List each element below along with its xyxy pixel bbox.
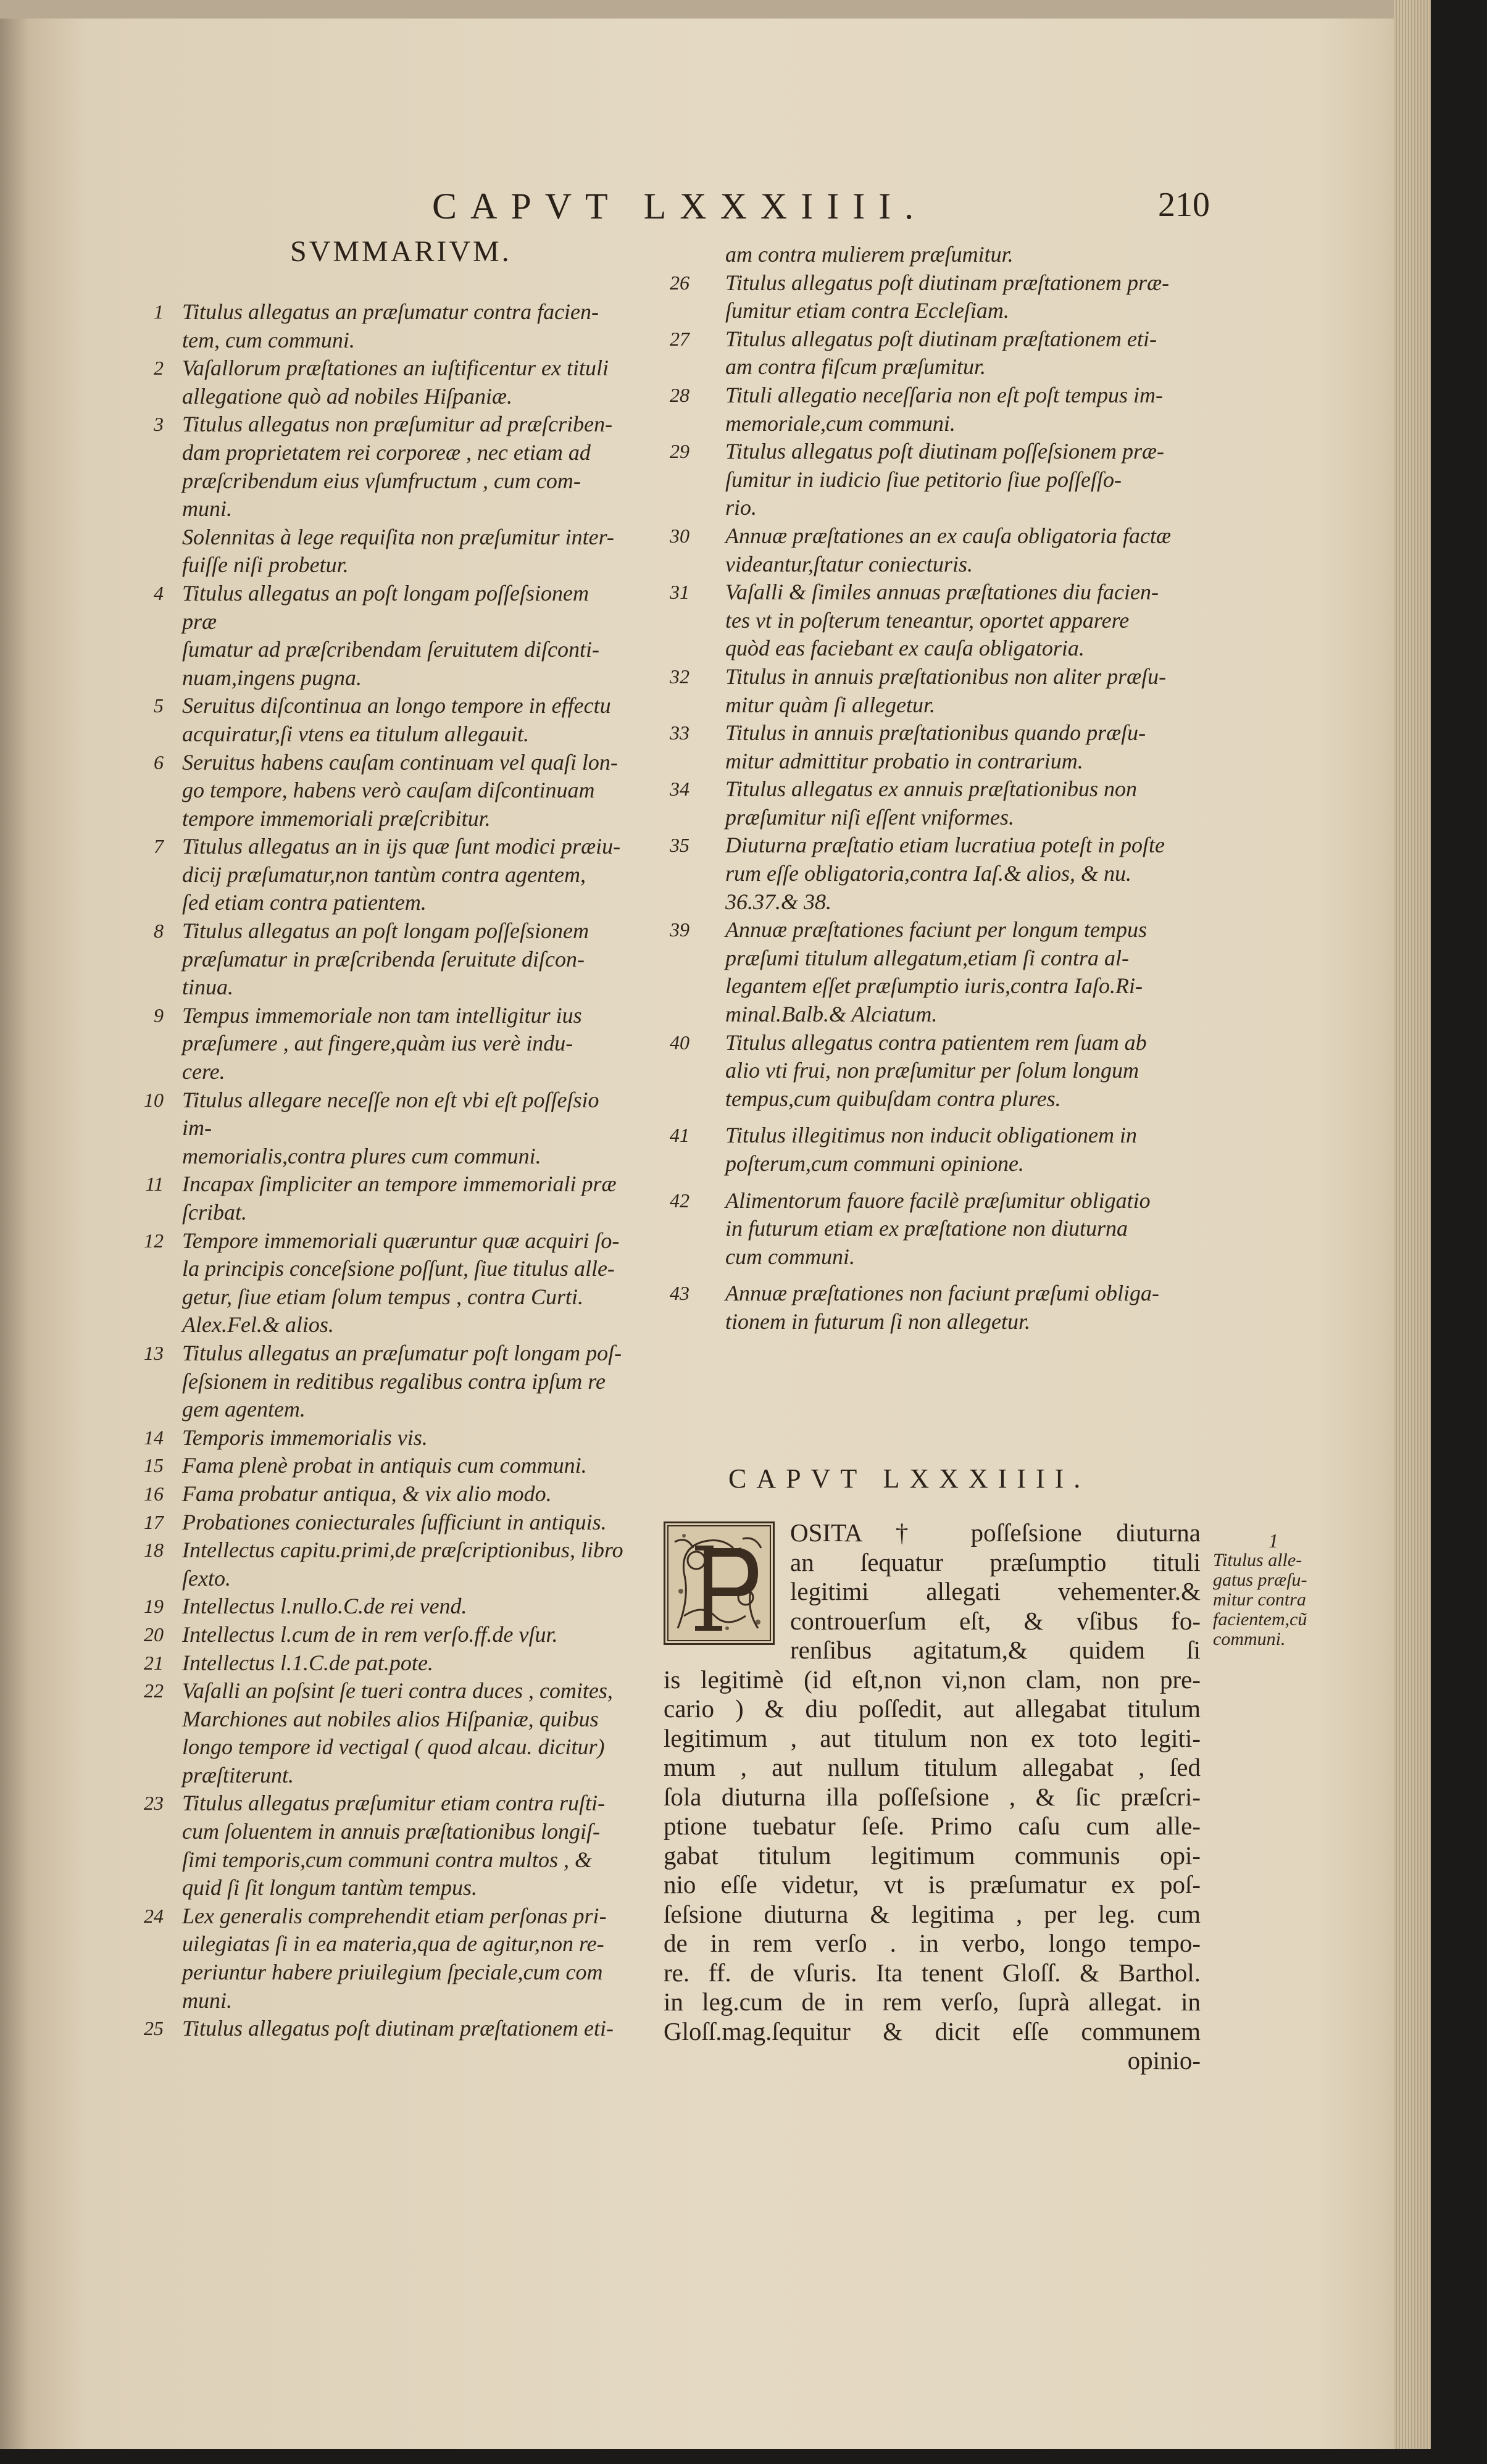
summary-item-line: legantem eſſet præſumptio iuris,contra Iaſo.Ri- <box>725 973 1143 999</box>
body-line: controuerſum eſt, & vſibus fo- <box>790 1606 1201 1635</box>
body-line: cario ) & diu poſſedit, aut allegabat titulum <box>664 1694 1201 1723</box>
summary-item <box>667 325 1222 381</box>
summary-item <box>667 1029 1222 1113</box>
summary-item-number: 43 <box>670 1282 689 1305</box>
body-line: ſeſsione diuturna & legitima , per leg. cum <box>664 1899 1201 1928</box>
summary-item <box>120 1086 627 1171</box>
summary-item <box>120 1227 627 1339</box>
summary-item-line: Seruitus diſcontinua an longo tempore in effectu <box>182 693 611 718</box>
summary-item-line: cum ſoluentem in annuis præſtationibus longiſ- <box>182 1819 600 1844</box>
summary-item-number: 29 <box>670 440 689 463</box>
summary-item-line: Titulus allegatus poſt diutinam præſtationem eti- <box>182 2016 614 2041</box>
summary-item-line: Titulus allegare neceſſe non eſt vbi eſt poſſeſsio im- <box>182 1087 599 1141</box>
summary-item <box>120 1002 627 1086</box>
summary-item-line: cere. <box>182 1059 225 1084</box>
summary-item <box>667 775 1222 831</box>
summary-item-number: 35 <box>670 834 689 857</box>
summary-item <box>120 410 627 523</box>
summary-item-line: præſcribendum eius vſumfructum , cum com- <box>182 468 581 493</box>
summary-item-line: ſexto. <box>182 1565 231 1591</box>
margin-note-number: 1 <box>1268 1530 1278 1552</box>
running-head <box>432 185 1210 241</box>
summary-item <box>120 1536 627 1592</box>
summary-item-line: Annuæ præſtationes non faciunt præſumi obliga- <box>725 1281 1160 1306</box>
summary-item-line: Temporis immemorialis vis. <box>182 1425 428 1450</box>
summary-item-line: Titulus allegatus præſumitur etiam contra ruſti- <box>182 1791 606 1816</box>
body-line: legitimi allegati vehementer.& <box>790 1577 1201 1605</box>
body-line: legitimum , aut titulum non ex toto legiti- <box>664 1723 1201 1752</box>
summary-item-line: periuntur habere priuilegium ſpeciale,cum com <box>182 1960 603 1985</box>
summary-item <box>667 578 1222 663</box>
summary-item-number: 39 <box>670 918 689 941</box>
summary-item-line: Titulus allegatus an præſumatur contra facien- <box>182 299 599 324</box>
summary-item <box>667 1122 1222 1178</box>
summary-item-line: Fama probatur antiqua, & vix alio modo. <box>182 1481 552 1506</box>
summary-item-number: 13 <box>144 1341 164 1364</box>
summary-item-line: Titulus allegatus an poſt longam poſſeſsionem præ <box>182 580 589 634</box>
summary-item-number: 28 <box>670 383 689 406</box>
summary-item-number: 24 <box>144 1904 164 1927</box>
summary-item-line: Titulus allegatus an præſumatur poſt longam poſ- <box>182 1340 622 1365</box>
body-line: is legitimè (id eſt,non vi,non clam, non pre- <box>664 1665 1201 1694</box>
summary-item-line: quòd eas faciebant ex cauſa obligatoria. <box>725 636 1085 661</box>
summary-item-number: 32 <box>670 665 689 688</box>
summary-item-line: ſumitur in iudicio ſiue petitorio ſiue poſſeſſo- <box>725 467 1122 492</box>
summary-item-line: la principis conceſsione poſſunt, ſiue titulus alle- <box>182 1256 615 1281</box>
summary-item-number: 8 <box>154 920 164 943</box>
summary-item-line: videantur,ſtatur coniecturis. <box>725 551 973 576</box>
summary-item-number: 20 <box>144 1623 164 1646</box>
summary-item-line: præſumi titulum allegatum,etiam ſi contra al- <box>725 945 1129 970</box>
summary-item-line: Titulus in annuis præſtationibus non aliter præſu- <box>725 664 1167 689</box>
summary-item-line: cum communi. <box>725 1244 855 1269</box>
summary-item-line: Titulus allegatus poſt diutinam præſtationem eti- <box>725 326 1157 351</box>
summary-item-line: Fama plenè probat in antiquis cum communi. <box>182 1453 587 1478</box>
summary-item-line: fuiſſe niſi probetur. <box>182 552 349 578</box>
summary-item <box>667 916 1222 1028</box>
summary-item-line: muni. <box>182 496 232 522</box>
summary-item-line: tem, cum communi. <box>182 327 355 352</box>
summary-item-line: dam proprietatem rei corporeæ , nec etiam ad <box>182 439 591 465</box>
summary-item-line: præſtiterunt. <box>182 1762 294 1788</box>
summary-item <box>120 1649 627 1678</box>
margin-note-line: Titulus alle- <box>1213 1550 1302 1570</box>
summary-item-number: 3 <box>154 413 164 436</box>
summary-item-line: ſed etiam contra patientem. <box>182 890 427 915</box>
summary-item-line: Titulus allegatus an poſt longam poſſeſsionem <box>182 918 589 944</box>
summary-item-line: præſumatur in præſcribenda ſeruitute diſcon- <box>182 946 585 972</box>
summary-item-line: tes vt in poſterum teneantur, oportet apparere <box>725 607 1130 633</box>
page-fore-edge <box>1394 0 1431 2449</box>
summary-item-line: rio. <box>725 495 757 520</box>
page-number: 210 <box>1158 186 1210 224</box>
summary-item-number: 10 <box>144 1088 164 1111</box>
summary-item <box>120 354 627 410</box>
summary-item-line: Marchiones aut nobiles alios Hiſpaniæ, quibus <box>182 1706 599 1731</box>
body-line: ſola diuturna illa poſſeſsione , & ſic præſcri- <box>664 1782 1201 1811</box>
summary-item <box>120 1480 627 1509</box>
summary-item-line: Annuæ præſtationes an ex cauſa obligatoria factæ <box>725 523 1171 548</box>
summary-item-line: muni. <box>182 1987 232 2013</box>
summary-item <box>120 1424 627 1452</box>
summary-item-line: dicij præſumatur,non tantùm contra agentem, <box>182 862 586 887</box>
body-line: renſibus agitatum,& quidem ſi <box>790 1636 1201 1664</box>
summary-item-line: quid ſi ſit longum tantùm tempus. <box>182 1875 478 1900</box>
summary-item-line: Vaſalli an poſsint ſe tueri contra duces , comites, <box>182 1678 613 1704</box>
summary-item-line: Titulus allegatus poſt diutinam poſſeſsionem præ- <box>725 439 1165 464</box>
decorated-initial-p <box>664 1521 775 1645</box>
summary-item <box>667 381 1222 438</box>
summary-item <box>120 1902 627 2015</box>
summary-item-line: Tituli allegatio neceſſaria non eſt poſt tempus im- <box>725 382 1163 407</box>
body-line: opinio- <box>1127 2046 1201 2075</box>
margin-note-line: facientem,cũ <box>1213 1609 1307 1629</box>
summary-item-line: Titulus illegitimus non inducit obligationem in <box>725 1123 1138 1148</box>
summary-item-line: in futurum etiam ex præſtatione non diuturna <box>725 1216 1128 1241</box>
body-line: de in rem verſo . in verbo, longo tempo- <box>664 1929 1201 1957</box>
summary-item-line: ſcribat. <box>182 1200 247 1225</box>
margin-note-line: communi. <box>1213 1629 1286 1649</box>
margin-note-line: gatus præſu- <box>1213 1570 1307 1590</box>
summary-item-line: Titulus allegatus non præſumitur ad præſcriben- <box>182 412 613 437</box>
summary-item-line: ſumitur etiam contra Eccleſiam. <box>725 298 1009 323</box>
summary-item-line: tempus,cum quibuſdam contra plures. <box>725 1086 1061 1111</box>
body-line: OSITA † poſſeſsione diuturna <box>790 1518 1201 1547</box>
summary-item-line: tempore immemoriali præſcribitur. <box>182 805 491 831</box>
summary-item-line: memoriale,cum communi. <box>725 410 956 436</box>
running-head-title: CAPVT LXXXIIII. <box>432 186 928 227</box>
summary-item-number: 19 <box>144 1595 164 1618</box>
summary-item <box>667 1187 1222 1272</box>
summary-item-line: Annuæ præſtationes faciunt per longum tempus <box>725 917 1147 943</box>
summary-item-line: acquiratur,ſi vtens ea titulum allegauit. <box>182 721 529 746</box>
summary-item <box>667 522 1222 578</box>
summary-item <box>120 1509 627 1537</box>
summary-item-line: poſterum,cum communi opinione. <box>725 1151 1024 1176</box>
summary-item-line: tinua. <box>182 975 234 1000</box>
summary-item-line: Alimentorum fauore facilè præſumitur obligatio <box>725 1188 1151 1213</box>
summary-item-line: Alex.Fel.& alios. <box>182 1312 334 1338</box>
summary-item-line: 36.37.& 38. <box>725 889 832 914</box>
summary-item-number: 18 <box>144 1539 164 1562</box>
summary-item <box>120 1452 627 1480</box>
summary-item-number: 9 <box>154 1004 164 1026</box>
summary-item-number: 31 <box>670 581 689 604</box>
summary-item-number: 14 <box>144 1426 164 1449</box>
body-line: an ſequatur præſumptio tituli <box>790 1547 1201 1576</box>
summary-item <box>667 663 1222 719</box>
summary-item-number: 26 <box>670 271 689 294</box>
summary-item <box>667 1280 1222 1336</box>
summary-item-number: 12 <box>144 1229 164 1252</box>
summary-item-line: Vaſallorum præſtationes an iuſtificentur ex tituli <box>182 356 609 381</box>
summary-item-line: Titulus allegatus ex annuis præſtationibus non <box>725 776 1138 802</box>
page-top-edge <box>0 0 1431 19</box>
summary-item-line: nuam,ingens pugna. <box>182 665 362 690</box>
summary-item-number: 17 <box>144 1510 164 1533</box>
summary-item <box>120 298 627 354</box>
summary-item-number: 42 <box>670 1189 689 1212</box>
summary-item-number: 30 <box>670 524 689 547</box>
summary-item-number: 6 <box>154 751 164 773</box>
summary-item-line: Probationes coniecturales ſufficiunt in antiquis. <box>182 1509 607 1534</box>
summary-item-number: 1 <box>154 301 164 323</box>
summary-item-line: memorialis,contra plures cum communi. <box>182 1143 541 1168</box>
summary-item-number: 7 <box>154 835 164 858</box>
summary-item <box>120 2015 627 2043</box>
summary-item-line: allegatione quò ad nobiles Hiſpaniæ. <box>182 383 512 409</box>
summary-item-line: Titulus allegatus poſt diutinam præſtationem præ- <box>725 270 1170 295</box>
summary-item-line: Incapax ſimpliciter an tempore immemoriali præ <box>182 1172 617 1197</box>
summary-item-number: 33 <box>670 722 689 744</box>
summary-item-line: Titulus in annuis præſtationibus quando præſu- <box>725 720 1146 746</box>
summary-item-line: Intellectus l.1.C.de pat.pote. <box>182 1650 433 1675</box>
summary-item <box>120 917 627 1002</box>
summary-item-number: 34 <box>670 778 689 801</box>
summary-item-number: 40 <box>670 1031 689 1054</box>
summary-item-line: go tempore, habens verò cauſam diſcontinuam <box>182 778 595 803</box>
summary-item <box>120 1339 627 1424</box>
summary-item-line: alio vti frui, non præſumitur per ſolum longum <box>725 1058 1139 1083</box>
summary-item <box>120 1621 627 1649</box>
summary-item-number: 21 <box>144 1651 164 1674</box>
summary-item-line: Titulus allegatus contra patientem rem ſuam ab <box>725 1030 1147 1055</box>
summary-item-line: Seruitus habens cauſam continuam vel quaſi lon- <box>182 749 618 775</box>
summary-item-line: præſumitur niſi eſſent vniformes. <box>725 804 1014 830</box>
summary-title: SVMMARIVM. <box>290 235 512 268</box>
summary-item-line: gem agentem. <box>182 1397 306 1422</box>
summary-item <box>667 269 1222 325</box>
summary-item-line: am contra fiſcum præſumitur. <box>725 354 986 380</box>
summary-item-number: 15 <box>144 1454 164 1477</box>
summary-item-line: tionem in futurum ſi non allegetur. <box>725 1309 1030 1334</box>
summary-item-line: Solennitas à lege requiſita non præſumitur inter- <box>182 524 614 549</box>
summary-item-number: 22 <box>144 1679 164 1702</box>
summary-item-line: Vaſalli & ſimiles annuas præſtationes diu facien- <box>725 580 1159 605</box>
summary-item <box>120 833 627 917</box>
summary-item-line: ſimi temporis,cum communi contra multos , & <box>182 1847 592 1872</box>
summary-right-column <box>667 241 1222 1336</box>
chapter-heading: CAPVT LXXXIIII. <box>728 1463 1091 1494</box>
body-line: mum , aut nullum titulum allegabat , ſed <box>664 1753 1201 1781</box>
summary-item-number: 4 <box>154 581 164 604</box>
summary-item-line: Intellectus l.nullo.C.de rei vend. <box>182 1594 467 1619</box>
summary-item-line: longo tempore id vectigal ( quod alcau. dicitur) <box>182 1734 605 1760</box>
summary-item-number: 16 <box>144 1482 164 1505</box>
summary-item-line: Lex generalis comprehendit etiam perſonas pri- <box>182 1903 607 1928</box>
summary-item-line: minal.Balb.& Alciatum. <box>725 1002 938 1027</box>
summary-item-line: Tempore immemoriali quæruntur quæ acquiri ſo- <box>182 1228 620 1253</box>
summary-item-number: 23 <box>144 1792 164 1815</box>
summary-item-number: 27 <box>670 327 689 350</box>
body-line: Gloſſ.mag.ſequitur & dicit eſſe communem <box>664 2017 1201 2046</box>
summary-item-line: Diuturna præſtatio etiam lucratiua poteſt in poſte <box>725 833 1165 858</box>
summary-item-line: uilegiatas ſi in ea materia,qua de agitur,non re- <box>182 1931 604 1957</box>
summary-item-line: Intellectus l.cum de in rem verſo.ff.de vſur. <box>182 1621 558 1647</box>
body-line: in leg.cum de in rem verſo, ſuprà allegat. in <box>664 1987 1201 2016</box>
summary-item-line: am contra mulierem præſumitur. <box>725 242 1014 267</box>
summary-item <box>120 580 627 692</box>
summary-item-number: 25 <box>144 2017 164 2040</box>
summary-item-number: 5 <box>154 694 164 717</box>
summary-item-line: getur, ſiue etiam ſolum tempus , contra Curti. <box>182 1284 583 1309</box>
summary-item-number: 2 <box>154 357 164 380</box>
summary-item-line: mitur quàm ſi allegetur. <box>725 692 935 717</box>
margin-note-line: mitur contra <box>1213 1589 1306 1610</box>
summary-item-line: Tempus immemoriale non tam intelligitur ius <box>182 1002 582 1028</box>
summary-item-line: Titulus allegatus an in ijs quæ ſunt modici præiu- <box>182 834 621 859</box>
margin-note <box>1213 1531 1361 1649</box>
summary-item <box>120 1677 627 1789</box>
summary-item-line: ſeſsionem in reditibus regalibus contra ipſum re <box>182 1368 606 1394</box>
summary-item <box>120 692 627 748</box>
summary-item-line: ſumatur ad præſcribendam ſeruitutem diſconti- <box>182 637 599 662</box>
body-line: gabat titulum legitimum communis opi- <box>664 1841 1201 1870</box>
body-line: nio eſſe videtur, vt is præſumatur ex poſ- <box>664 1870 1201 1899</box>
body-line: re. ff. de vſuris. Ita tenent Gloſſ. & Barthol. <box>664 1958 1201 1987</box>
summary-item <box>667 241 1222 269</box>
summary-item <box>667 719 1222 775</box>
summary-item-number: 41 <box>670 1124 689 1147</box>
body-line: ptione tuebatur ſeſe. Primo caſu cum alle- <box>664 1812 1201 1840</box>
summary-item-number: 11 <box>145 1173 164 1196</box>
summary-left-column <box>120 298 627 2043</box>
summary-item-line: mitur admittitur probatio in contrarium. <box>725 748 1083 773</box>
summary-item <box>120 749 627 833</box>
summary-item <box>120 1789 627 1902</box>
summary-item-line: rum eſſe obligatoria,contra Iaſ.& alios, & nu. <box>725 861 1131 886</box>
summary-item-line: præſumere , aut fingere,quàm ius verè indu- <box>182 1031 573 1056</box>
summary-item <box>120 1170 627 1226</box>
summary-item-line: Intellectus capitu.primi,de præſcriptionibus, libro <box>182 1538 623 1563</box>
summary-item <box>120 523 627 580</box>
summary-item <box>667 831 1222 916</box>
summary-item <box>120 1592 627 1621</box>
summary-item <box>667 438 1222 522</box>
